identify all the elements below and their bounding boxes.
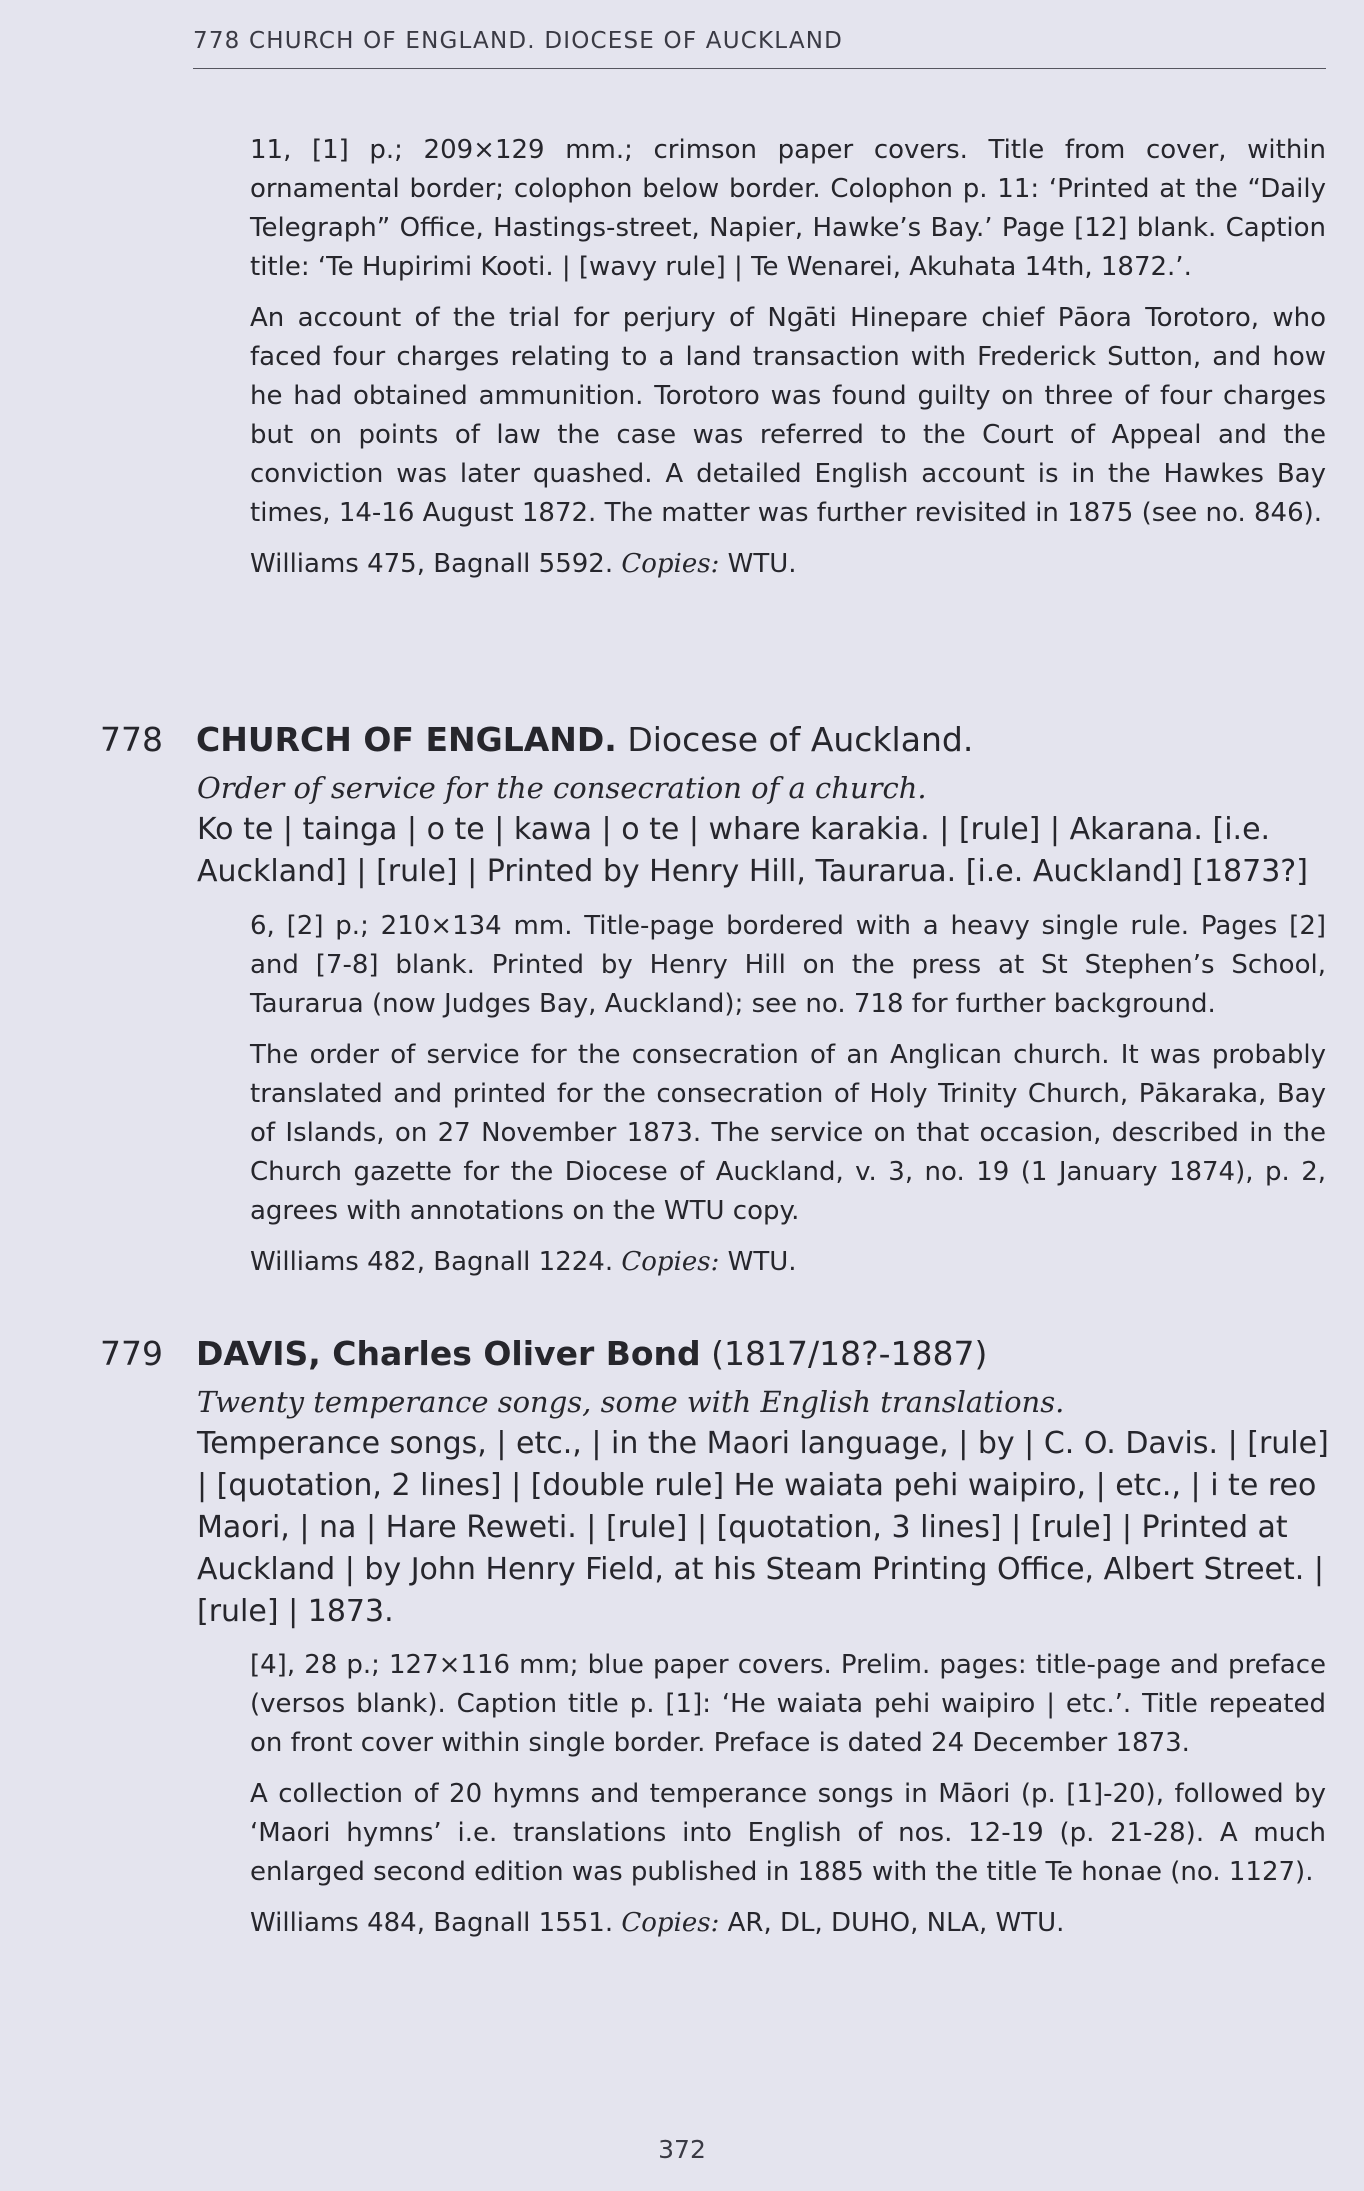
- prev-entry-references: [250, 545, 1326, 584]
- physical-description: 6, [2] p.; 210×134 mm. Title-page bordered with a heavy single rule. Pages [2] and [7-8] blank. Printed by Henry Hill on the press at St Stephen’s School, Taurarua (now Judges Bay, Auckland); see no. 718 for further background.: [250, 911, 1326, 1019]
- prev-entry-notes: [250, 131, 1326, 596]
- annotation: The order of service for the consecration of an Anglican church. It was probably translated and printed for the consecration of Holy Trinity Church, Pākaraka, Bay of Islands, on 27 November 1873. The service on that occasion, described in the Church gazette for the Diocese of Auckland, v. 3, no. 19 (1 January 1874), p. 2, agrees with annotations on the WTU copy.: [250, 1040, 1326, 1226]
- entry-779-title-block: [197, 1381, 1332, 1633]
- page-number: 372: [658, 2135, 706, 2164]
- annotation: A collection of 20 hymns and temperance songs in Māori (p. [1]-20), followed by ‘Maori hymns’ i.e. translations into English of nos. 12-19 (p. 21-28). A much enlarged second edition was published in 1885 with the title Te honae (no. 1127).: [250, 1779, 1326, 1887]
- entry-778-heading: [100, 718, 1330, 762]
- entry-heading-main: DAVIS, Charles Oliver Bond: [196, 1334, 701, 1373]
- entry-number: 779: [100, 1334, 163, 1373]
- references: [250, 1243, 1326, 1282]
- entry-779-heading: [100, 1332, 1330, 1376]
- references: [250, 1904, 1326, 1943]
- entry-778-notes: [250, 907, 1326, 1294]
- uniform-title: Twenty temperance songs, some with English translations.: [197, 1385, 1065, 1419]
- copies-list: WTU.: [727, 549, 797, 579]
- entry-heading-rest: Diocese of Auckland.: [616, 720, 974, 759]
- prev-entry-physical-description: 11, [1] p.; 209×129 mm.; crimson paper covers. Title from cover, within ornamental border; colophon below border. Colophon p. 11: ‘Printed at the “Daily Telegraph” Office, Hastings-street, Napier, Hawke’s Bay.’ Page [12] blank. Caption title: ‘Te Hupirimi Kooti. | [wavy rule] | Te Wenarei, Akuhata 14th, 1872.’.: [250, 135, 1326, 282]
- prev-entry-annotation: An account of the trial for perjury of Ngāti Hinepare chief Pāora Torotoro, who faced four charges relating to a land transaction with Frederick Sutton, and how he had obtained ammunition. Torotoro was found guilty on three of four charges but on points of law the case was referred to the Court of Appeal and the conviction was later quashed. A detailed English account is in the Hawkes Bay times, 14-16 August 1872. The matter was further revisited in 1875 (see no. 846).: [250, 303, 1326, 528]
- references-text: Williams 482, Bagnall 1224.: [250, 1247, 614, 1277]
- title-transcription: Ko te | tainga | o te | kawa | o te | whare karakia. | [rule] | Akarana. [i.e. Auckland] | [rule] | Printed by Henry Hill, Taurarua. [i.e. Auckland] [1873?]: [197, 812, 1308, 889]
- references-text: Williams 484, Bagnall 1551.: [250, 1908, 614, 1938]
- copies-label: Copies:: [621, 1908, 720, 1938]
- copies-list: AR, DL, DUHO, NLA, WTU.: [727, 1908, 1065, 1938]
- entry-heading-main: CHURCH OF ENGLAND.: [196, 720, 617, 759]
- title-transcription: Temperance songs, | etc., | in the Maori language, | by | C. O. Davis. | [rule] | [quotation, 2 lines] | [double rule] He waiata pehi waipiro, | etc., | i te reo Maori, | na | Hare Reweti. | [rule] | [quotation, 3 lines] | [rule] | Printed at Auckland | by John Henry Field, at his Steam Printing Office, Albert Street. | [rule] | 1873.: [197, 1426, 1329, 1629]
- entry-779-notes: [250, 1646, 1326, 1955]
- header-rule: [193, 68, 1326, 69]
- entry-778-title-block: [197, 767, 1332, 893]
- running-head: 778 CHURCH OF ENGLAND. DIOCESE OF AUCKLAND: [193, 28, 844, 54]
- copies-list: WTU.: [727, 1247, 797, 1277]
- uniform-title: Order of service for the consecration of a church.: [197, 771, 927, 805]
- copies-label: Copies:: [621, 1247, 720, 1277]
- entry-heading-rest: (1817/18?-1887): [700, 1334, 988, 1373]
- references-text: Williams 475, Bagnall 5592.: [250, 549, 614, 579]
- physical-description: [4], 28 p.; 127×116 mm; blue paper covers. Prelim. pages: title-page and preface (versos blank). Caption title p. [1]: ‘He waiata pehi waipiro | etc.’. Title repeated on front cover within single border. Preface is dated 24 December 1873.: [250, 1650, 1326, 1758]
- copies-label: Copies:: [621, 549, 720, 579]
- entry-number: 778: [100, 720, 163, 759]
